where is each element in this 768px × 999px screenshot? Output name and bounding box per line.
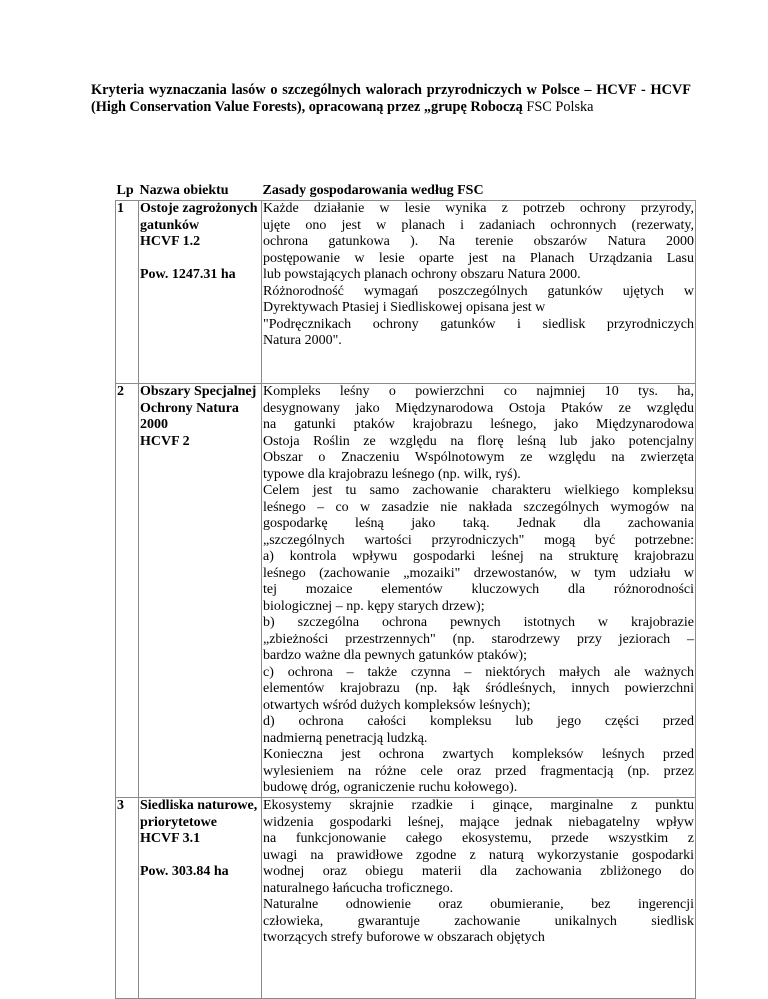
rules-line: Dyrektywach Ptasiej i Siedliskowej opisana jest w — [263, 300, 546, 315]
header-name: Nazwa obiektu — [139, 183, 229, 198]
row-name-cell — [139, 384, 262, 798]
row-name-line: Ostoje zagrożonych — [140, 201, 258, 216]
rules-line: Kompleks leśny o powierzchni co najmniej 10 tys. ha, — [263, 384, 694, 399]
rules-line: tworzących strefy buforowe w obszarach objętych — [263, 930, 545, 945]
rules-line: Ekosystemy skrajnie rzadkie i ginące, marginalne z punktu — [263, 798, 694, 813]
table-header-row — [116, 183, 696, 201]
rules-line: wylesieniem na różne cele oraz przed fragmentacją (np. przez — [263, 763, 694, 779]
table-row — [116, 798, 696, 999]
rules-line: Każde działanie w lesie wynika z potrzeb ochrony przyrody, — [263, 201, 694, 216]
rules-line: widzenia gospodarki leśnej, mające jednak niebagatelny wpływ — [263, 814, 694, 830]
rules-line: desygnowany jako Międzynarodowa Ostoja Ptaków ze względu — [263, 400, 694, 416]
row-name-line: Obszary Specjalnej — [140, 384, 257, 399]
rules-line: Celem jest tu samo zachowanie charakteru wielkiego kompleksu — [263, 483, 694, 498]
rules-line: b) szczególna ochrona pewnych istotnych w krajobrazie — [263, 615, 694, 630]
rules-line: elementów krajobrazu (np. łąk śródleśnych, innych powierzchni — [263, 681, 694, 696]
rules-line: leśnego – co w zasadzie nie nakłada szczególnych wymogów na — [263, 499, 694, 515]
rules-line: „zbieżności przestrzennych" (np. starodrzewy przy jeziorach – — [263, 631, 694, 647]
title-bold-text: Kryteria wyznaczania lasów o szczególnych walorach przyrodniczych w Polsce – HCVF - HCVF (High Conservation Value Forests), opracowaną przez „grupę Roboczą — [91, 82, 691, 115]
row-lp: 1 — [116, 201, 139, 384]
row-area: Pow. 303.84 ha — [140, 864, 229, 879]
rules-line: budowę dróg, ograniczenie ruchu kołowego). — [263, 780, 518, 795]
row-name-cell — [139, 201, 262, 384]
row-name-line: priorytetowe — [140, 814, 217, 830]
document-title — [91, 82, 691, 116]
rules-line: typowe dla krajobrazu leśnego (np. wilk, ryś). — [263, 466, 521, 482]
title-normal-text: FSC Polska — [526, 99, 594, 115]
rules-line: "Podręcznikach ochrony gatunków i siedlisk przyrodniczych — [263, 316, 694, 332]
rules-line: tej mozaice elementów kluczowych dla różnorodności — [263, 582, 694, 597]
rules-line: d) ochrona całości kompleksu lub jego części przed — [263, 714, 694, 729]
rules-line: „szczególnych wartości przyrodniczych" mogą być potrzebne: — [263, 532, 694, 548]
row-lp: 2 — [116, 384, 139, 798]
rules-line: Naturalne odnowienie oraz obumieranie, bez ingerencji — [263, 897, 694, 912]
table-row — [116, 384, 696, 798]
rules-line: Różnorodność wymagań poszczególnych gatunków ujętych w — [263, 283, 694, 299]
row-name-line: HCVF 1.2 — [140, 234, 201, 249]
rules-line: c) ochrona – także czynna – niektórych małych ale ważnych — [263, 664, 694, 680]
header-lp: Lp — [116, 183, 134, 198]
rules-line: naturalnego łańcucha troficznego. — [263, 880, 454, 896]
rules-line: a) kontrola wpływu gospodarki leśnej na strukturę krajobrazu — [263, 549, 694, 564]
rules-line: lub powstających planach ochrony obszaru Natura 2000. — [263, 267, 581, 282]
row-name-line: Siedliska naturowe, — [140, 798, 258, 813]
rules-line: biologicznej – np. kępy starych drzew); — [263, 598, 485, 614]
rules-line: Obszar o Znaczeniu Wspólnotowym ze względu na zwierzęta — [263, 450, 694, 465]
rules-line: Ostoja Roślin ze względu na florę leśną lub jako potencjalny — [263, 433, 694, 449]
rules-line: człowieka, gwarantuje zachowanie unikalnych siedlisk — [263, 913, 694, 929]
row-name-cell — [139, 798, 262, 999]
rules-line: na funkcjonowanie całego ekosystemu, przede wszystkim z — [263, 831, 694, 846]
rules-line: postępowanie w lesie oparte jest na Planach Urządzania Lasu — [263, 250, 694, 266]
row-name-line: Ochrony Natura — [140, 400, 239, 416]
hcvf-table — [115, 183, 696, 999]
row-rules-cell — [262, 384, 696, 798]
rules-line: bardzo ważne dla pewnych gatunków ptaków); — [263, 648, 527, 663]
table-row — [116, 201, 696, 384]
row-rules-cell — [262, 201, 696, 384]
rules-line: na gatunki ptaków krajobrazu leśnego, jako Międzynarodowa — [263, 417, 694, 432]
rules-line: ochrona gatunkowa ). Na terenie obszarów Natura 2000 — [263, 234, 694, 249]
rules-line: wodnej oraz obiegu materii dla zachowania zbliżonego do — [263, 864, 694, 879]
rules-line: uwagi na prawidłowe zgodne z naturą wykorzystanie gospodarki — [263, 847, 694, 863]
rules-line: Natura 2000". — [263, 333, 342, 348]
row-name-line: 2000 — [140, 417, 168, 432]
rules-line: otwartych wśród dużych kompleksów leśnych); — [263, 697, 531, 713]
rules-line: leśnego (zachowanie „mozaiki" drzewostanów, w tym udziału w — [263, 565, 694, 581]
row-name-line: gatunków — [140, 217, 200, 233]
row-lp: 3 — [116, 798, 139, 999]
header-rules: Zasady gospodarowania według FSC — [262, 183, 484, 198]
rules-line: Konieczna jest ochrona zwartych kompleksów leśnych przed — [263, 747, 694, 762]
row-rules-cell — [262, 798, 696, 999]
rules-line: nadmierną penetracją ludzką. — [263, 730, 428, 746]
rules-line: gospodarkę leśną jako taką. Jednak dla zachowania — [263, 516, 694, 531]
row-name-line: HCVF 2 — [140, 433, 190, 449]
row-name-line: HCVF 3.1 — [140, 831, 201, 846]
rules-line: ujęte ono jest w planach i zadaniach ochronnych (rezerwaty, — [263, 217, 694, 233]
row-area: Pow. 1247.31 ha — [140, 267, 236, 282]
